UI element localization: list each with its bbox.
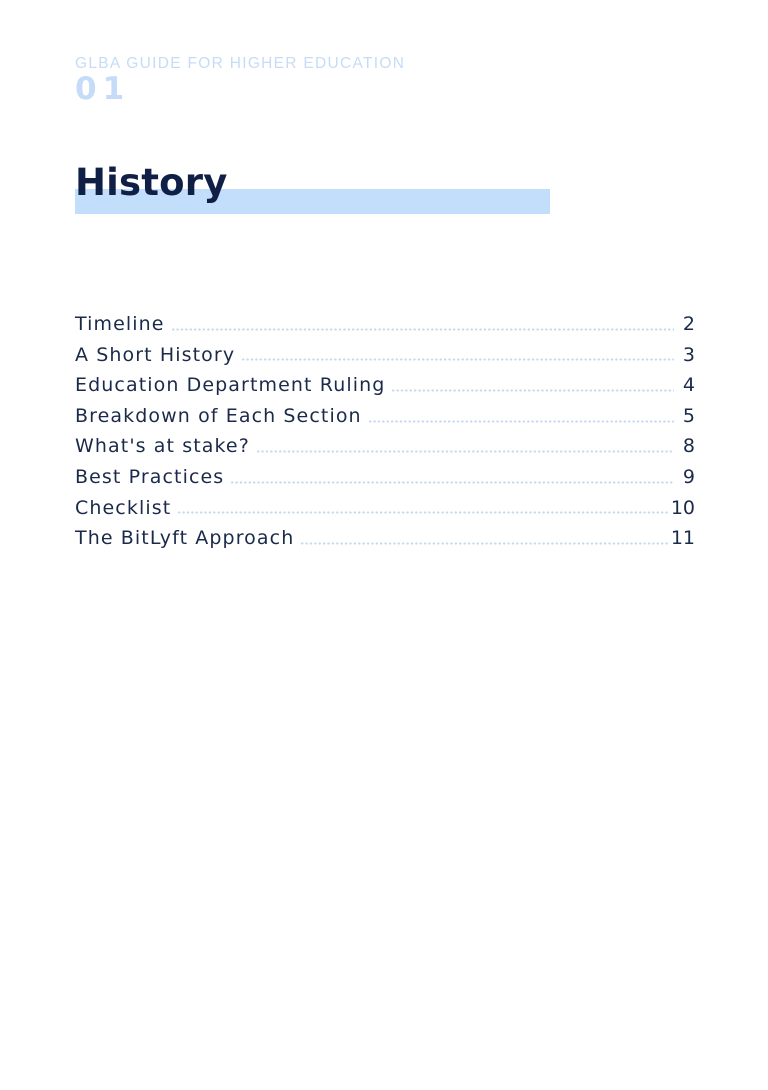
toc-dot-leader xyxy=(368,420,674,423)
toc-dot-leader xyxy=(230,481,674,484)
toc-dot-leader xyxy=(171,328,674,331)
toc-entry-timeline[interactable] xyxy=(75,313,695,344)
toc-entry-a-short-history[interactable] xyxy=(75,344,695,375)
toc-dot-leader xyxy=(177,511,668,514)
toc-page-number: 2 xyxy=(682,313,695,335)
toc-entry-the-bitlyft-approach[interactable] xyxy=(75,527,695,558)
toc-entry-label: Timeline xyxy=(75,313,165,335)
toc-dot-leader xyxy=(391,389,674,392)
chapter-number: 01 xyxy=(75,71,131,107)
toc-dot-leader xyxy=(300,542,667,545)
toc-dot-leader xyxy=(241,358,674,361)
toc-entry-label: Education Department Ruling xyxy=(75,374,386,397)
toc-entry-label: Checklist xyxy=(75,496,172,519)
toc-entry-label: The BitLyft Approach xyxy=(75,527,295,550)
toc-page-number: 10 xyxy=(670,496,695,519)
toc-dot-leader xyxy=(256,450,674,453)
toc-page-number: 3 xyxy=(682,343,695,366)
toc-entry-education-department-ruling[interactable] xyxy=(75,374,695,405)
toc-entry-breakdown-of-each-section[interactable] xyxy=(75,405,695,436)
toc-entry-label: What's at stake? xyxy=(75,435,250,458)
toc-page-number: 11 xyxy=(670,527,695,550)
toc-page-number: 8 xyxy=(682,435,695,458)
toc-entry-label: Breakdown of Each Section xyxy=(75,404,362,427)
toc-entry-best-practices[interactable] xyxy=(75,466,695,497)
toc-entry-label: Best Practices xyxy=(75,465,225,488)
table-of-contents xyxy=(75,313,695,558)
toc-page-number: 5 xyxy=(682,404,695,427)
page-title: History xyxy=(75,161,228,204)
document-kicker: GLBA GUIDE FOR HIGHER EDUCATION xyxy=(75,55,406,72)
toc-page-number: 4 xyxy=(682,374,695,397)
toc-page-number: 9 xyxy=(682,465,695,488)
toc-entry-label: A Short History xyxy=(75,343,236,366)
toc-entry-checklist[interactable] xyxy=(75,497,695,528)
toc-entry-whats-at-stake[interactable] xyxy=(75,435,695,466)
